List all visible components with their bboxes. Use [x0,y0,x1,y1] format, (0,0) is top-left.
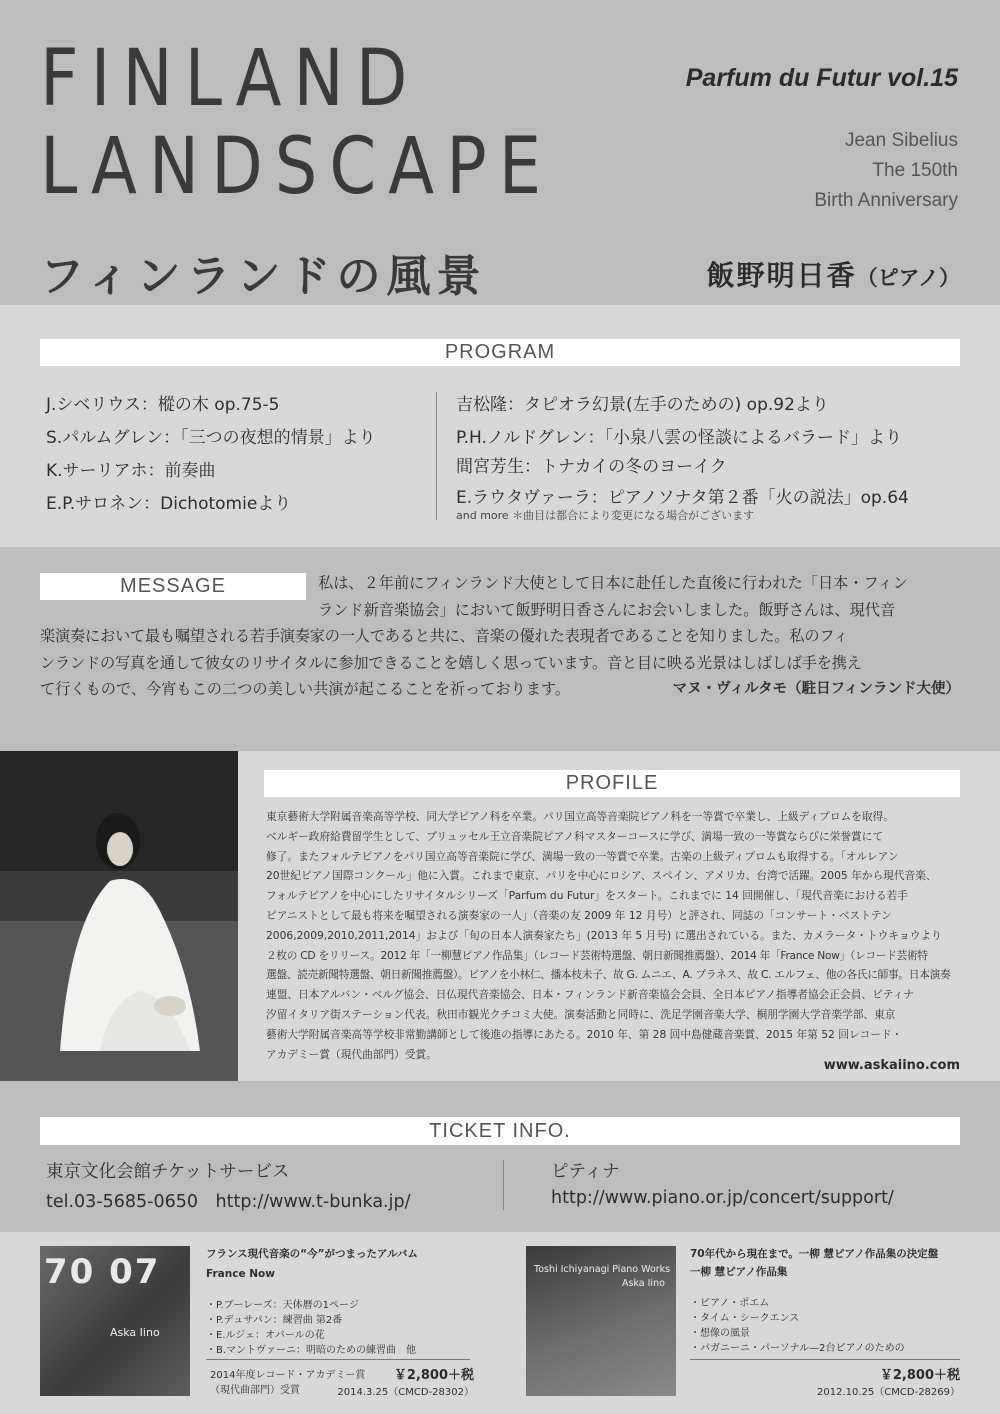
profile-line: ピアニストとして最も将来を嘱望される演奏家の一人」（音楽の友 2009 年 12 月号）と評され、同誌の「コンサート・ベストテン [266,908,892,922]
ticket-right-url[interactable]: http://www.piano.or.jp/concert/support/ [551,1188,894,1208]
album-tagline: フランス現代音楽の“今”がつまったアルバム [206,1248,418,1260]
message-line: 楽演奏において最も嘱望される若手演奏家の一人であると共に、音楽の優れた表現者であることを知りました。私のフィ [40,627,849,645]
program-item: E.ラウタヴァーラ：ピアノソナタ第２番「火の説法」op.64 [456,488,909,508]
profile-line: 修了。またフォルテピアノをパリ国立高等音楽院に学び、満場一致の一等賞で卒業。古楽の上級ディプロムも取得する。「オルレアン [266,849,899,863]
performer-role: （ピアノ） [856,265,960,290]
program-divider [436,392,437,520]
profile-heading: PROFILE [264,770,960,797]
album-tagline: 70年代から現在まで。一柳 慧ピアノ作品集の決定盤 [690,1248,939,1260]
profile-website-link[interactable]: www.askaiino.com [823,1058,960,1073]
album-award-line2: （現代曲部門）受賞 [210,1385,300,1396]
profile-line: 連盟、日本アルバン・ベルグ協会、日仏現代音楽協会、日本・フィンランド新音楽協会会員、全日本ピアノ指導者協会正会員、ピティナ [266,988,914,1002]
message-signature: マヌ・ヴィルタモ（駐日フィンランド大使） [672,681,960,697]
program-item: K.サーリアホ：前奏曲 [46,461,216,481]
message-last-line: て行くもので、今宵もこの二つの美しい共演が起こることを祈っております。 [40,680,571,698]
album-divider [206,1359,470,1360]
album-release: 2014.3.25（CMCD-28302） [337,1387,474,1398]
message-line: ンランドの写真を通して彼女のリサイタルに参加できることを嬉しく思っています。音と目に映る光景はしばしば手を携え [40,653,862,672]
message-body [40,570,960,703]
profile-line: ２枚の CD をリリース。2012 年「一柳慧ピアノ作品集」（レコード芸術特選盤、朝日新聞推薦盤）、2014 年「France Now」（レコード芸術特 [266,948,928,962]
profile-line: フォルテピアノを中心にしたリサイタルシリーズ「Parfum du Futur」をスタート。これまでに 14 回開催し、「現代音楽における若手 [266,889,908,903]
program-item: 間宮芳生：トナカイの冬のヨーイク [456,457,727,477]
album-price: ￥2,800＋税 [879,1368,960,1383]
ticket-heading: TICKET INFO. [40,1117,960,1145]
profile-line: 東京藝術大学附属音楽高等学校、同大学ピアノ科を卒業。パリ国立高等音楽院ピアノ科を一等賞で卒業し、上級ディプロムを取得。 [266,810,894,823]
program-left-column [46,390,376,522]
profile-line: 藝術大学附属音楽高等学校非常勤講師として後進の指導にあたる。2010 年、第 28 回中島健蔵音楽賞、2015 年第 52 回レコード・ [266,1027,903,1041]
series-title: Parfum du Futur vol.15 [685,64,958,92]
message-line [40,676,960,703]
profile-body [266,807,962,1064]
profile-line: ベルギー政府給費留学生として、ブリュッセル王立音楽院ピアノ科マスターコースに学び、満場一致の一等賞ならびに栄誉賞にて [266,829,884,843]
album-cover-ichiyanagi [526,1246,676,1396]
profile-photo [0,751,238,1081]
profile-line: 選盤、読売新聞特選盤、朝日新聞推薦盤）。ピアノを小林仁、播本枝未子、故 G. ムニエ、A. プラネス、故 C. エルフェ、他の各氏に師事。日本演奏 [266,968,951,982]
album-award-line1: 2014年度レコード・アカデミー賞 [210,1370,366,1381]
ticket-left-name: 東京文化会館チケットサービス [46,1162,290,1182]
album-track: ・E.ルジェ：オパールの花 [206,1330,325,1341]
program-item: P.H.ノルドグレン：「小泉八雲の怪談によるバラード」より [456,428,902,448]
title-japanese: フィンランドの風景 [40,251,487,302]
album-info-france-now [206,1246,486,1356]
anniversary-line2: The 150th [872,160,958,181]
album-track: ・ピアノ・ポエム [690,1298,770,1309]
message-line: ランド新音楽協会」において飯野明日香さんにお会いしました。飯野さんは、現代音 [318,600,896,619]
album-cover-artist: Aska Iino [110,1326,160,1339]
performer-name: 飯野明日香 [706,259,857,292]
anniversary-line3: Birth Anniversary [814,190,958,211]
message-heading: MESSAGE [40,573,306,600]
program-item: J.シベリウス：樅の木 op.75-5 [46,395,280,415]
performer [707,254,960,294]
ticket-divider [503,1160,504,1210]
pianist-photo-illustration [0,751,238,1081]
program-right-column [456,390,909,523]
title-line2: LANDSCAPE [40,122,554,212]
ticket-left-contact[interactable]: tel.03-5685-0650 http://www.t-bunka.jp/ [46,1192,411,1212]
album-track: ・P.デュサパン：練習曲 第2番 [206,1315,343,1326]
album-track: ・B.マントヴァーニ：明暗のための練習曲 他 [206,1345,416,1356]
album-cover-france-now [40,1246,190,1396]
album-info-ichiyanagi [690,1246,970,1354]
album-release: 2012.10.25（CMCD-28269） [817,1387,960,1398]
album-cover-artist: Aska Iino [622,1278,665,1289]
program-item: 吉松隆：タピオラ幻景(左手のための) op.92より [456,395,829,415]
ticket-right-name: ピティナ [551,1162,620,1182]
profile-line: 20世紀ピアノ国際コンクール」他に入賞。これまで東京、パリを中心にロシア、スペイン、アメリカ、台湾で活躍。2005 年から現代音楽、 [266,869,937,883]
anniversary-line1: Jean Sibelius [844,130,958,151]
profile-line: 2006,2009,2010,2011,2014」および「旬の日本人演奏家たち」(2013 年 5 月号) に選出されている。また、カメラータ・トウキョウより [266,928,942,942]
album-track: ・想像の風景 [690,1328,750,1339]
program-item: S.パルムグレン：「三つの夜想的情景」より [46,428,376,448]
title-line1: FINLAND [40,34,420,124]
album-price: ￥2,800＋税 [393,1368,474,1383]
message-line: 私は、２年前にフィンランド大使として日本に赴任した直後に行われた「日本・フィン [318,574,908,592]
album-title: 一柳 慧ピアノ作品集 [690,1266,788,1278]
album-track: ・パガニーニ・パーソナル—2台ピアノのための [690,1343,905,1354]
profile-line: アカデミー賞（現代曲部門）受賞。 [266,1047,437,1061]
profile-line: 汐留イタリア街ステーション代表。秋田市観光クチコミ大使。演奏活動と同時に、洗足学園音楽大学、桐朋学園大学音楽学部、東京 [266,1007,896,1021]
album-divider [690,1359,960,1360]
program-note: and more ＊曲目は都合により変更になる場合がございます [456,509,755,522]
album-track: ・P.ブーレーズ：天体暦の1ページ [206,1300,359,1311]
program-heading: PROGRAM [40,339,960,366]
album-track: ・タイム・シークエンス [690,1313,800,1324]
album-cover-text: 70 07 [44,1252,161,1292]
program-item: E.P.サロネン：Dichotomieより [46,494,292,514]
album-title: France Now [206,1268,275,1280]
album-cover-text: Toshi Ichiyanagi Piano Works [534,1264,671,1275]
